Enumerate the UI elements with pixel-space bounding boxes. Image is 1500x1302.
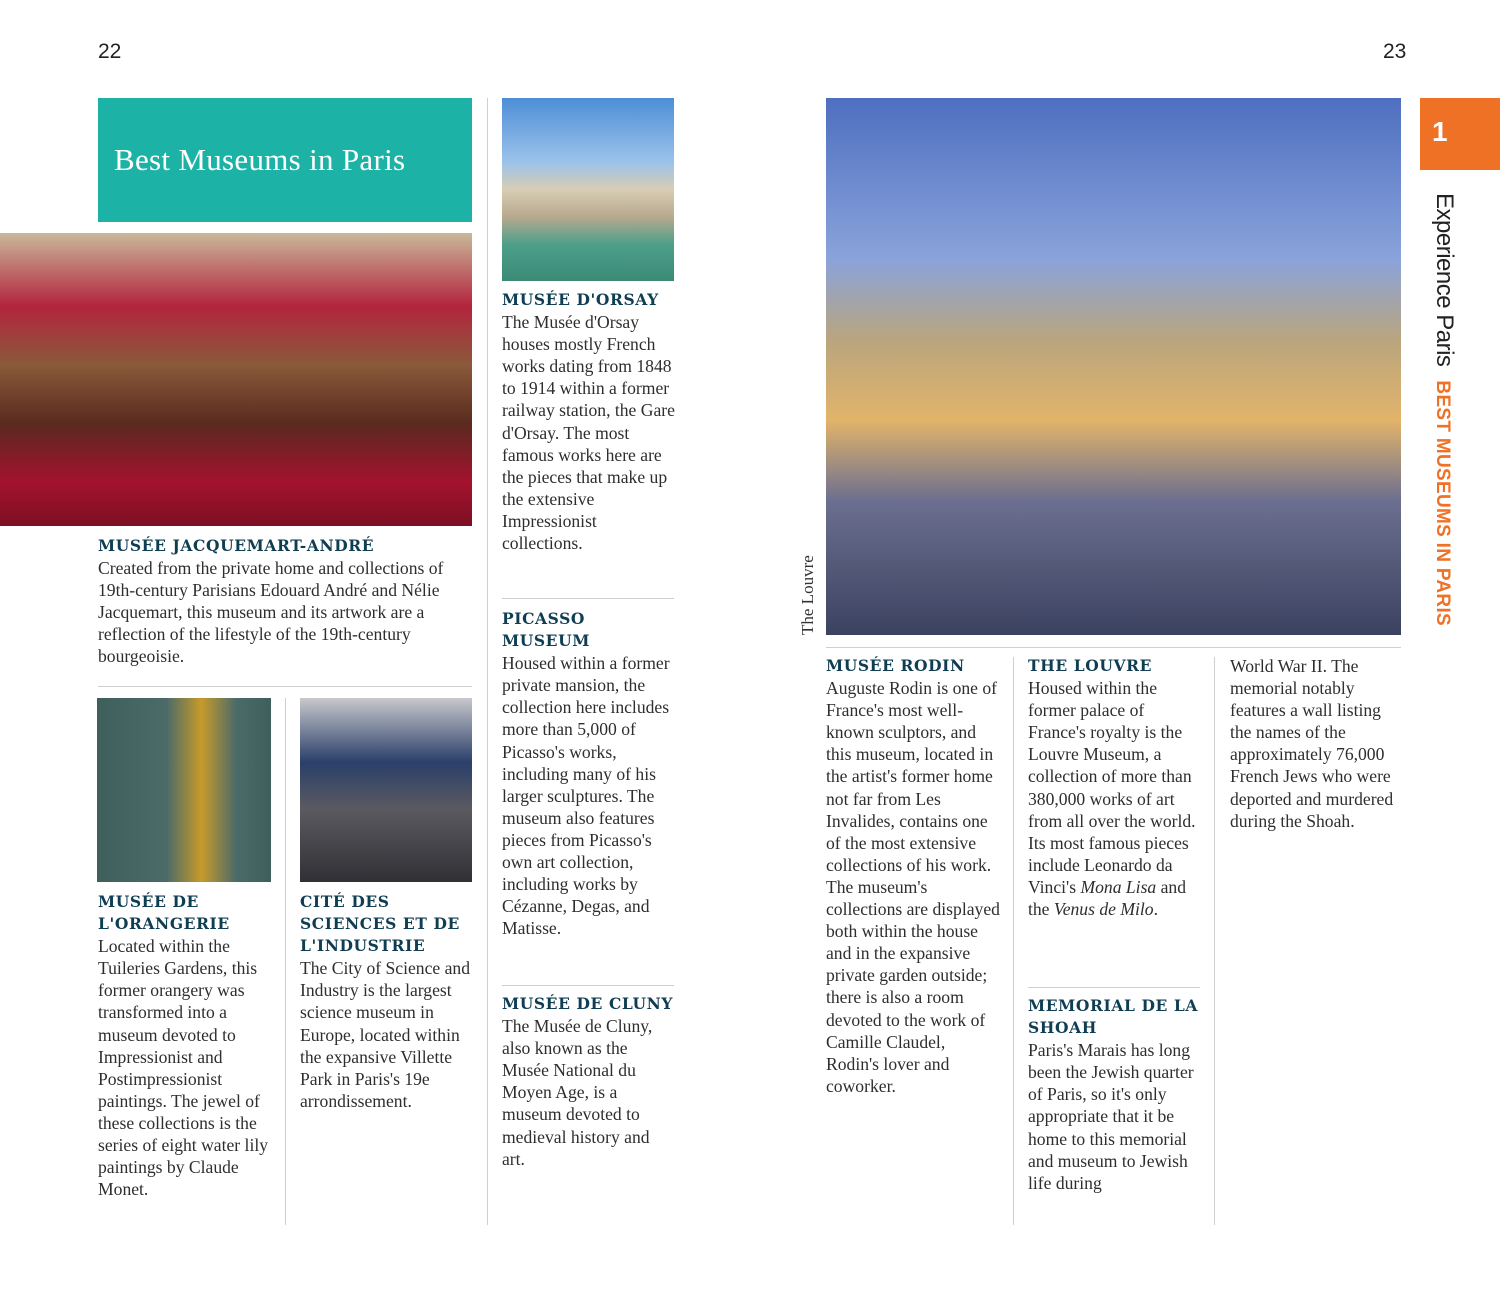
entry-heading: MUSÉE RODIN bbox=[826, 656, 965, 675]
chapter-number: 1 bbox=[1432, 116, 1448, 147]
divider bbox=[1013, 657, 1014, 1225]
entry-musee-dorsay bbox=[502, 289, 676, 554]
artwork-title: Mona Lisa bbox=[1080, 876, 1157, 897]
entry-picasso-museum bbox=[502, 608, 676, 939]
entry-heading: MUSÉE DE L'ORANGERIE bbox=[98, 892, 230, 934]
divider bbox=[1028, 987, 1200, 988]
artwork-title: Venus de Milo bbox=[1053, 899, 1154, 920]
photo-cite-des-sciences bbox=[300, 698, 472, 882]
entry-memorial-de-la-shoah bbox=[1028, 995, 1202, 1194]
entry-musee-rodin bbox=[826, 655, 1000, 1097]
entry-heading: MUSÉE DE CLUNY bbox=[502, 994, 674, 1013]
body-text: . bbox=[1153, 899, 1158, 920]
photo-musee-dorsay bbox=[502, 98, 674, 281]
title-banner bbox=[98, 98, 472, 222]
entry-body: Paris's Marais has long been the Jewish quarter of Paris, so it's only appropriate that it be home to this memorial and museum to Jewish life during bbox=[1028, 1040, 1194, 1193]
entry-body: Located within the Tuileries Gardens, this former orangery was transformed into a museum devoted to Impressionist and Postimpressionist paintings. The jewel of these collections is the series of eight water lily paintings by Claude Monet. bbox=[98, 936, 269, 1200]
entry-memorial-continued bbox=[1230, 655, 1402, 832]
entry-heading: MEMORIAL DE LA SHOAH bbox=[1028, 996, 1199, 1038]
entry-orangerie bbox=[98, 891, 270, 1200]
entry-body: The City of Science and Industry is the largest science museum in Europe, located within the expansive Villette Park in Paris's 19e arrondissement. bbox=[300, 958, 471, 1111]
running-header bbox=[1430, 193, 1458, 626]
subsection-label: BEST MUSEUMS IN PARIS bbox=[1432, 380, 1453, 627]
entry-body: Created from the private home and collections of 19th-century Parisians Edouard André and Nélie Jacquemart, this museum and its artwork are a reflection of the lifestyle of the 19th-century bourgeoisie. bbox=[98, 558, 444, 667]
entry-heading: MUSÉE JACQUEMART-ANDRÉ bbox=[98, 536, 375, 555]
entry-the-louvre bbox=[1028, 655, 1202, 920]
entry-jacquemart-andre bbox=[98, 535, 473, 668]
divider bbox=[502, 598, 674, 599]
entry-body: World War II. The memorial notably features a wall listing the names of the approximately 76,000 French Jews who were deported and murdered during the Shoah. bbox=[1230, 656, 1394, 831]
body-text: and the bbox=[1028, 876, 1187, 920]
divider bbox=[98, 686, 472, 687]
page-number-right: 23 bbox=[1383, 40, 1407, 63]
entry-musee-de-cluny bbox=[502, 993, 676, 1170]
divider bbox=[502, 985, 674, 986]
chapter-tab bbox=[1420, 98, 1500, 170]
entry-body: Housed within a former private mansion, the collection here includes more than 5,000 of Picasso's works, including many of his larger sculptures. The museum also features pieces from Picasso's own art collection, including works by Cézanne, Degas, and Matisse. bbox=[502, 653, 670, 939]
entry-body bbox=[1028, 677, 1202, 920]
page-title: Best Museums in Paris bbox=[114, 142, 406, 177]
entry-heading: MUSÉE D'ORSAY bbox=[502, 290, 659, 309]
photo-orangerie bbox=[97, 698, 271, 882]
divider bbox=[1214, 657, 1215, 1225]
photo-jacquemart-andre bbox=[0, 233, 472, 526]
entry-heading: PICASSO MUSEUM bbox=[502, 609, 590, 651]
entry-heading: THE LOUVRE bbox=[1028, 656, 1153, 675]
entry-cite-des-sciences bbox=[300, 891, 472, 1112]
section-label: Experience Paris bbox=[1431, 193, 1458, 367]
entry-body: Auguste Rodin is one of France's most well-known sculptors, and this museum, located in the artist's former home not far from Les Invalides, contains one of the most extensive collections of his work. The museum's collections are displayed both within the house and in the expansive private garden outside; there is also a room devoted to the work of Camille Claudel, Rodin's lover and coworker. bbox=[826, 678, 1000, 1096]
divider bbox=[285, 698, 286, 1225]
photo-caption-louvre: The Louvre bbox=[798, 555, 817, 635]
divider bbox=[487, 98, 488, 1225]
divider bbox=[826, 647, 1401, 648]
photo-louvre bbox=[826, 98, 1401, 635]
body-text: Housed within the former palace of France's royalty is the Louvre Museum, a collection of more than 380,000 works of art from all over the world. Its most famous pieces include Leonardo da Vinci's bbox=[1028, 678, 1196, 897]
entry-body: The Musée de Cluny, also known as the Musée National du Moyen Age, is a museum devoted to medieval history and art. bbox=[502, 1016, 653, 1169]
entry-body: The Musée d'Orsay houses mostly French works dating from 1848 to 1914 within a former railway station, the Gare d'Orsay. The most famous works here are the pieces that make up the extensive Impressionist collections. bbox=[502, 312, 675, 554]
entry-heading: CITÉ DES SCIENCES ET DE L'INDUSTRIE bbox=[300, 892, 460, 956]
page-number-left: 22 bbox=[98, 40, 122, 63]
